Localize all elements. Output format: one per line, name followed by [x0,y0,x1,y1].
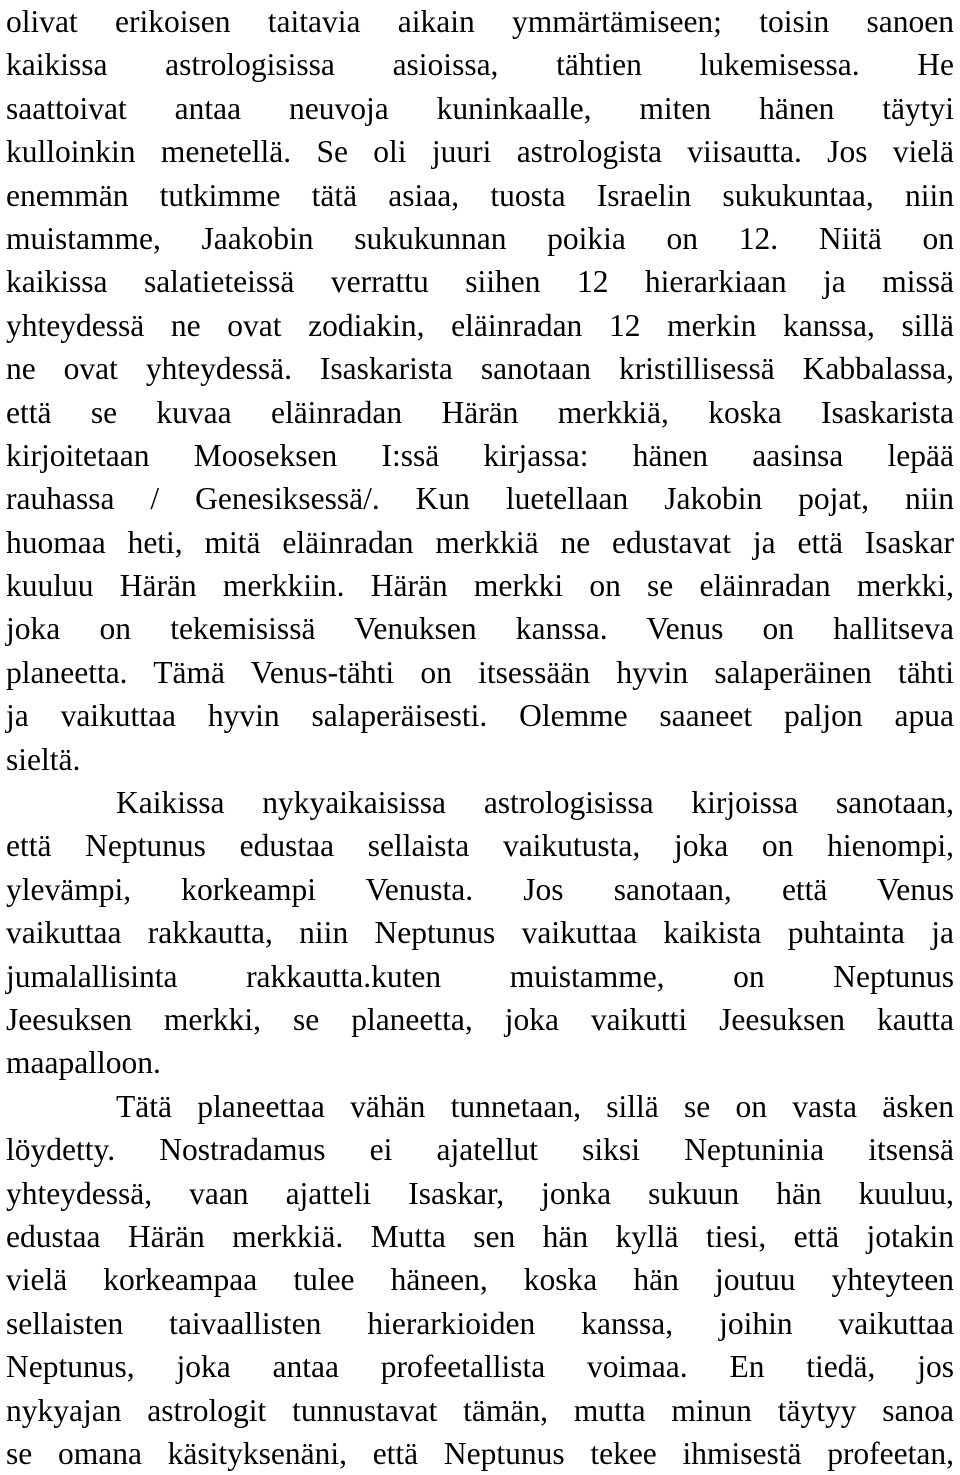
text-line: sieltä. [6,741,81,777]
text-line: kuuluu Härän merkkiin. Härän merkki on se eläinradan merkki, [6,568,954,604]
text-line: kaikissa salatieteissä verrattu siihen 12 hierarkiaan ja missä [6,264,954,300]
text-line: Tätä planeettaa vähän tunnetaan, sillä se on vasta äsken [116,1088,954,1124]
text-line: se omana käsityksenäni, että Neptunus tekee ihmisestä profeetan, [6,1435,954,1471]
text-line: kirjoitetaan Mooseksen I:ssä kirjassa: hänen aasinsa lepää [6,437,954,473]
document-page [6,0,954,1475]
text-line: muistamme, Jaakobin sukukunnan poikia on 12. Niitä on [6,220,954,256]
text-line: joka on tekemisissä Venuksen kanssa. Venus on hallitseva [6,611,954,647]
text-line: rauhassa / Genesiksessä/. Kun luetellaan Jakobin pojat, niin [6,481,954,517]
text-line: ylevämpi, korkeampi Venusta. Jos sanotaan, että Venus [6,871,954,907]
text-line: nykyajan astrologit tunnustavat tämän, mutta minun täytyy sanoa [6,1392,954,1428]
text-line: planeetta. Tämä Venus-tähti on itsessään hyvin salaperäinen tähti [6,654,954,690]
text-line: vielä korkeampaa tulee häneen, koska hän joutuu yhteyteen [6,1262,954,1298]
text-line: huomaa heti, mitä eläinradan merkkiä ne edustavat ja että Isaskar [6,524,954,560]
text-line: kulloinkin menetellä. Se oli juuri astrologista viisautta. Jos vielä [6,134,954,170]
text-line: saattoivat antaa neuvoja kuninkaalle, miten hänen täytyi [6,90,954,126]
paragraph-2 [6,781,954,1085]
text-line: että Neptunus edustaa sellaista vaikutusta, joka on hienompi, [6,828,954,864]
paragraph-1 [6,0,954,781]
text-line: Neptunus, joka antaa profeetallista voimaa. En tiedä, jos [6,1349,954,1385]
text-line: vaikuttaa rakkautta, niin Neptunus vaikuttaa kaikista puhtainta ja [6,915,954,951]
text-line: edustaa Härän merkkiä. Mutta sen hän kyllä tiesi, että jotakin [6,1218,954,1254]
text-line: kaikissa astrologisissa asioissa, tähtien lukemisessa. He [6,47,954,83]
text-line: yhteydessä, vaan ajatteli Isaskar, jonka sukuun hän kuuluu, [6,1175,954,1211]
text-line: olivat erikoisen taitavia aikain ymmärtämiseen; toisin sanoen [6,4,954,39]
text-line: yhteydessä ne ovat zodiakin, eläinradan 12 merkin kanssa, sillä [6,307,954,343]
text-line: ne ovat yhteydessä. Isaskarista sanotaan kristillisessä Kabbalassa, [6,351,954,387]
text-line: sellaisten taivaallisten hierarkioiden kanssa, joihin vaikuttaa [6,1305,954,1341]
text-line: löydetty. Nostradamus ei ajatellut siksi Neptuninia itsensä [6,1132,954,1168]
text-line: maapalloon. [6,1045,161,1081]
text-line: Kaikissa nykyaikaisissa astrologisissa kirjoissa sanotaan, [116,785,954,821]
text-line: jumalallisinta rakkautta.kuten muistamme, on Neptunus [6,958,954,994]
text-line: Jeesuksen merkki, se planeetta, joka vaikutti Jeesuksen kautta [6,1001,954,1037]
text-line: että se kuvaa eläinradan Härän merkkiä, koska Isaskarista [6,394,954,430]
text-line: ja vaikuttaa hyvin salaperäisesti. Olemme saaneet paljon apua [6,698,954,734]
text-line: enemmän tutkimme tätä asiaa, tuosta Israelin sukukuntaa, niin [6,177,954,213]
paragraph-3 [6,1085,954,1475]
